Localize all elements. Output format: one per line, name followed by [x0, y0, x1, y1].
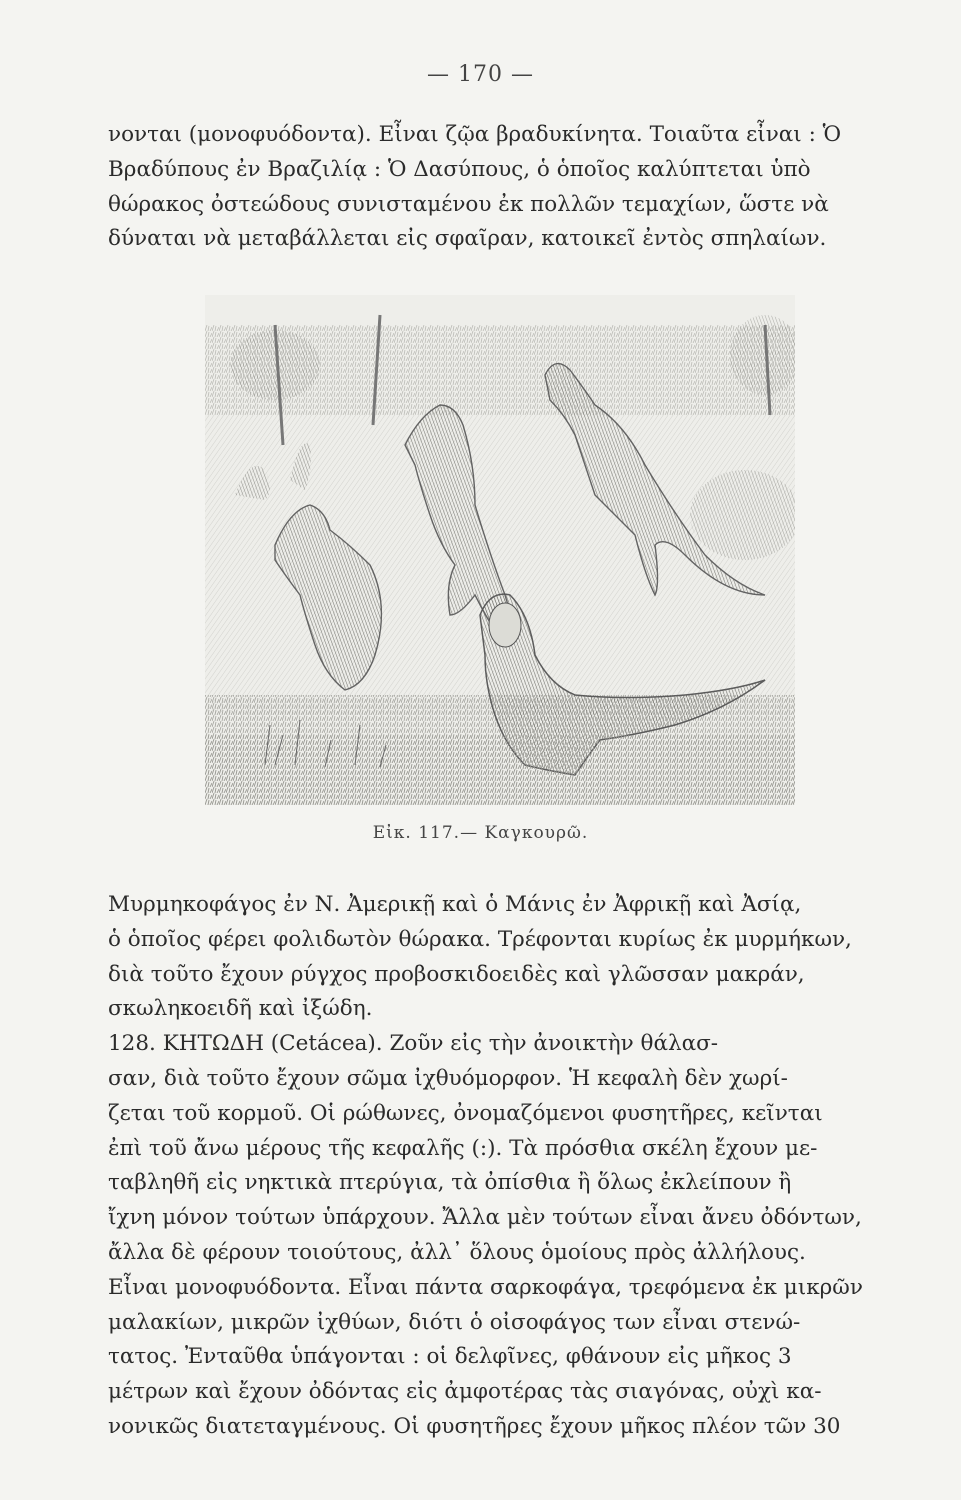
kangaroo-illustration: [205, 295, 795, 805]
text-line: Μυρμηκοφάγος ἐν Ν. Ἀμερικῇ καὶ ὁ Μάνις ἐν Ἀφρικῇ καὶ Ἀσίᾳ,: [108, 892, 802, 917]
text-line: ὁ ὁποῖος φέρει φολιδωτὸν θώρακα. Τρέφονται κυρίως ἐκ μυρμήκων,: [108, 926, 852, 952]
text-line: ἐπὶ τοῦ ἄνω μέρους τῆς κεφαλῆς (:). Τὰ πρόσθια σκέλη ἔχουν με-: [108, 1135, 818, 1161]
text-line: νονται (μονοφυόδοντα). Εἶναι ζῷα βραδυκίνητα. Τοιαῦτα εἶναι : Ὁ: [108, 122, 842, 147]
text-line: μέτρων καὶ ἔχουν ὀδόντας εἰς ἀμφοτέρας τὰς σιαγόνας, οὐχὶ κα-: [108, 1379, 822, 1405]
text-line: διὰ τοῦτο ἔχουν ρύγχος προβοσκιδοειδὲς καὶ γλῶσσαν μακράν,: [108, 961, 805, 987]
page-number: — 170 —: [427, 62, 534, 87]
text-line: μαλακίων, μικρῶν ἰχθύων, διότι ὁ οἰσοφάγος των εἶναι στενώ-: [108, 1309, 801, 1335]
top-paragraph: [108, 118, 908, 257]
text-line: νονικῶς διατεταγμένους. Οἱ φυσητῆρες ἔχουν μῆκος πλέον τῶν 30: [108, 1413, 841, 1439]
text-line: σκωληκοειδῆ καὶ ἰξώδη.: [108, 996, 373, 1022]
text-line: ἴχνη μόνον τούτων ὑπάρχουν. Ἄλλα μὲν τούτων εἶναι ἄνευ ὀδόντων,: [108, 1205, 862, 1231]
text-line: δύναται νὰ μεταβάλλεται εἰς σφαῖραν, κατοικεῖ ἐντὸς σπηλαίων.: [108, 226, 827, 252]
bottom-paragraph: [108, 888, 908, 1445]
text-line: θώρακος ὀστεώδους συνισταμένου ἐκ πολλῶν τεμαχίων, ὥστε νὰ: [108, 191, 829, 217]
text-line: Βραδύπους ἐν Βραζιλίᾳ : Ὁ Δασύπους, ὁ ὁποῖος καλύπτεται ὑπὸ: [108, 156, 811, 182]
section-heading-line: 128. ΚΗΤΩΔΗ (Cetácea). Ζοῦν εἰς τὴν ἀνοικτὴν θάλασ-: [108, 1031, 719, 1057]
text-line: ζεται τοῦ κορμοῦ. Οἱ ρώθωνες, ὀνομαζόμενοι φυσητῆρες, κεῖνται: [108, 1100, 823, 1126]
text-line: σαν, διὰ τοῦτο ἔχουν σῶμα ἰχθυόμορφον. Ἡ κεφαλὴ δὲν χωρί-: [108, 1065, 788, 1091]
figure-caption: Εἰκ. 117.— Καγκουρῶ.: [372, 823, 589, 843]
text-line: ταβληθῆ εἰς νηκτικὰ πτερύγια, τὰ ὀπίσθια ἢ ὅλως ἐκλείπουν ἢ: [108, 1170, 792, 1196]
text-line: Εἶναι μονοφυόδοντα. Εἶναι πάντα σαρκοφάγα, τρεφόμενα ἐκ μικρῶν: [108, 1274, 863, 1300]
text-line: ἄλλα δὲ φέρουν τοιούτους, ἀλλ᾽ ὅλους ὁμοίους πρὸς ἀλλήλους.: [108, 1239, 806, 1265]
text-line: τατος. Ἐνταῦθα ὑπάγονται : οἱ δελφῖνες, φθάνουν εἰς μῆκος 3: [108, 1344, 792, 1370]
